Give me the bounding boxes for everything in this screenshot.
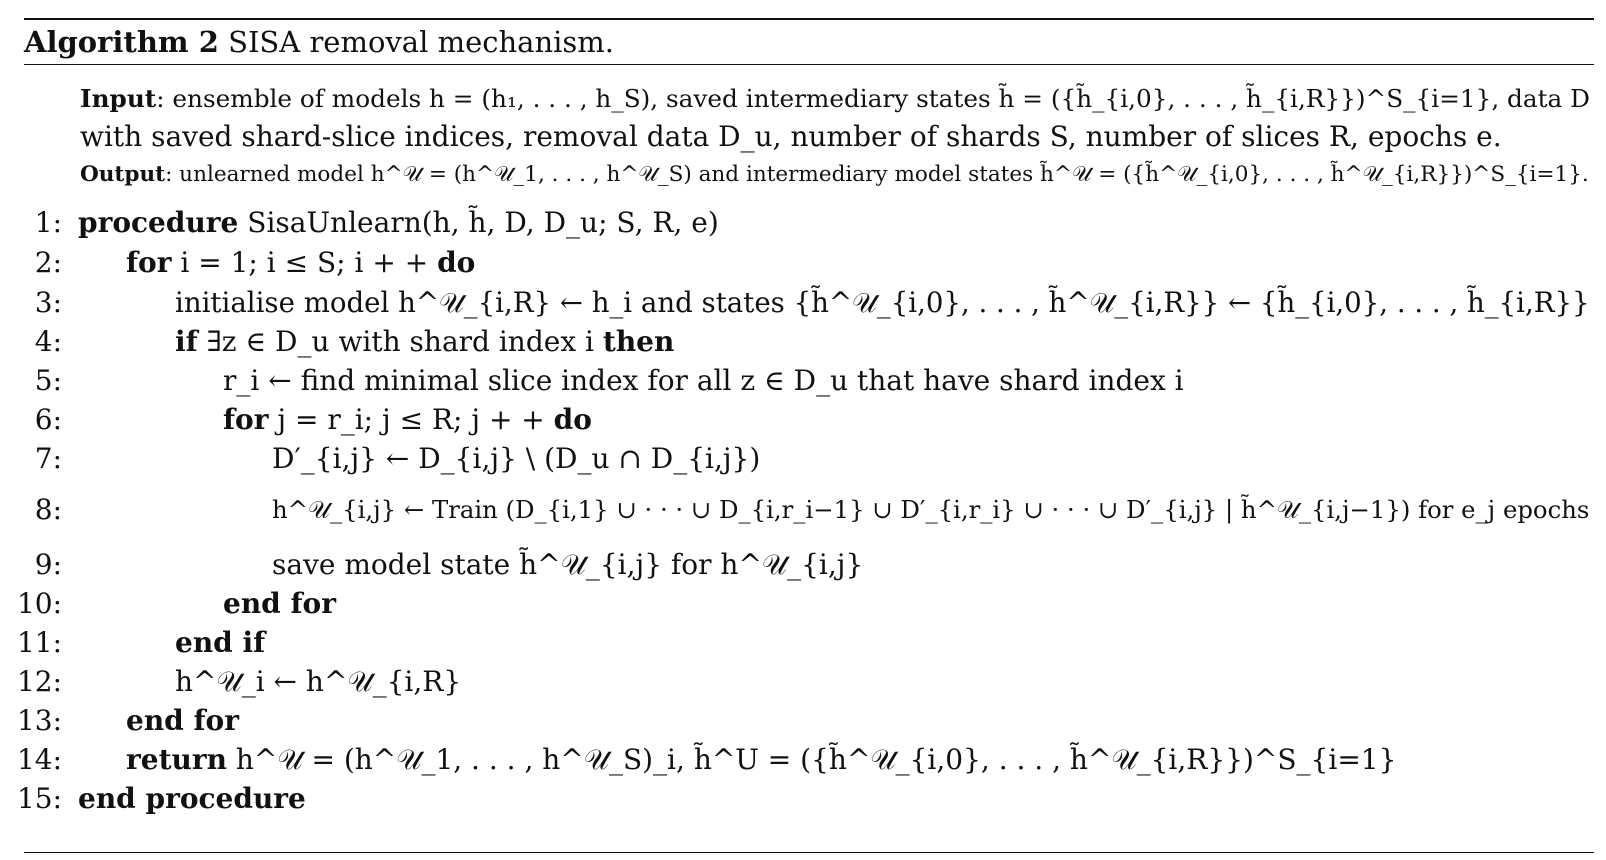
algorithm-line-4 — [0, 322, 1590, 362]
algorithm-line-8 — [0, 490, 1590, 530]
line-code — [126, 740, 1396, 780]
line-text: initialise model h^𝒰_{i,R} ← h_i and states {h̃^𝒰_{i,0}, . . . , h̃^𝒰_{i,R}} ← {h̃_{i,0}, . . . , h̃_{i,R}} — [175, 286, 1590, 319]
algorithm-line-15 — [0, 779, 1590, 819]
line-code — [272, 545, 863, 585]
output-keyword: Output — [80, 162, 166, 187]
line-text: j = r_i; j ≤ R; j + + — [268, 403, 554, 436]
line-code — [223, 584, 336, 624]
line-keyword: return — [126, 743, 227, 776]
output-text: : unlearned model h^𝒰 = (h^𝒰_1, . . . , h^𝒰_S) and intermediary model states h̃^𝒰 = ({h̃^𝒰_{i,0}, . . . , h̃^𝒰_{i,R}})^S_{i=1}. — [165, 162, 1589, 187]
bottom-rule — [24, 852, 1594, 853]
input-text-2: with saved shard-slice indices, removal data D_u, number of shards S, number of slices R, epochs e. — [80, 120, 1502, 153]
caption-rule — [24, 64, 1594, 65]
line-code — [223, 400, 592, 440]
line-code — [126, 701, 239, 741]
algorithm-label: Algorithm 2 — [24, 25, 219, 59]
line-number: 7: — [34, 442, 62, 475]
line-code — [78, 779, 306, 819]
algorithm-line-1 — [0, 203, 1590, 243]
line-number: 2: — [34, 246, 62, 279]
algorithm-line-11 — [0, 623, 1590, 663]
algorithm-line-14 — [0, 740, 1590, 780]
line-code — [78, 203, 719, 243]
algorithm-line-3 — [0, 283, 1590, 323]
line-text: D′_{i,j} ← D_{i,j} \ (D_u ∩ D_{i,j}) — [272, 442, 761, 475]
line-code — [272, 439, 760, 479]
line-number: 14: — [16, 743, 62, 776]
line-keyword: end for — [223, 587, 336, 620]
line-code — [175, 662, 461, 702]
line-keyword: for — [223, 403, 269, 436]
line-keyword: procedure — [78, 206, 239, 239]
output-line — [80, 156, 1589, 194]
line-keyword-end: then — [602, 325, 675, 358]
line-code — [175, 623, 265, 663]
line-keyword-end: do — [553, 403, 592, 436]
line-text: save model state h̃^𝒰_{i,j} for h^𝒰_{i,j} — [272, 548, 864, 581]
line-code — [126, 243, 475, 283]
line-keyword: end procedure — [78, 782, 306, 815]
algorithm-line-13 — [0, 701, 1590, 741]
algorithm-caption — [24, 20, 614, 64]
algorithm-line-12 — [0, 662, 1590, 702]
line-code — [175, 322, 674, 362]
line-number: 12: — [16, 665, 62, 698]
line-text: r_i ← find minimal slice index for all z ∈ D_u that have shard index i — [223, 364, 1184, 397]
input-line-2 — [80, 118, 1502, 156]
algorithm-title: SISA removal mechanism. — [228, 25, 615, 59]
line-keyword: end for — [126, 704, 239, 737]
algorithm-line-5 — [0, 361, 1590, 401]
algorithm-line-6 — [0, 400, 1590, 440]
line-text: ∃z ∈ D_u with shard index i — [197, 325, 603, 358]
line-text: h^𝒰_i ← h^𝒰_{i,R} — [175, 665, 462, 698]
line-number: 9: — [34, 548, 62, 581]
algorithm-line-2 — [0, 243, 1590, 283]
line-text: i = 1; i ≤ S; i + + — [171, 246, 438, 279]
line-number: 15: — [16, 782, 62, 815]
line-number: 5: — [34, 364, 62, 397]
algorithm-line-9 — [0, 545, 1590, 585]
line-number: 3: — [34, 286, 62, 319]
line-number: 6: — [34, 403, 62, 436]
algorithm-line-7 — [0, 439, 1590, 479]
input-keyword: Input — [80, 84, 157, 113]
line-code — [272, 490, 1589, 530]
line-number: 10: — [16, 587, 62, 620]
algorithm-line-10 — [0, 584, 1590, 624]
line-number: 4: — [34, 325, 62, 358]
line-text: h^𝒰 = (h^𝒰_1, . . . , h^𝒰_S)_i, h̃^U = ({h̃^𝒰_{i,0}, . . . , h̃^𝒰_{i,R}})^S_{i=1} — [226, 743, 1397, 776]
line-number: 8: — [34, 493, 62, 526]
line-keyword-end: do — [437, 246, 476, 279]
line-text: SisaUnlearn(h, h̃, D, D_u; S, R, e) — [238, 206, 719, 239]
line-keyword: end if — [175, 626, 266, 659]
line-code — [223, 361, 1184, 401]
line-text: h^𝒰_{i,j} ← Train (D_{i,1} ∪ · · · ∪ D_{i,r_i−1} ∪ D′_{i,r_i} ∪ · · · ∪ D′_{i,j} | h̃^𝒰_{i,j−1}) for e_j epochs — [272, 495, 1590, 524]
line-number: 11: — [16, 626, 62, 659]
line-keyword: if — [175, 325, 198, 358]
line-code — [175, 283, 1590, 323]
input-line-1 — [80, 80, 1590, 118]
input-text-1: : ensemble of models h = (h₁, . . . , h_S), saved intermediary states h̃ = ({h̃_{i,0}, . . . , h̃_{i,R}})^S_{i=1}, data D — [156, 84, 1590, 113]
line-number: 1: — [34, 206, 62, 239]
line-keyword: for — [126, 246, 172, 279]
line-number: 13: — [16, 704, 62, 737]
